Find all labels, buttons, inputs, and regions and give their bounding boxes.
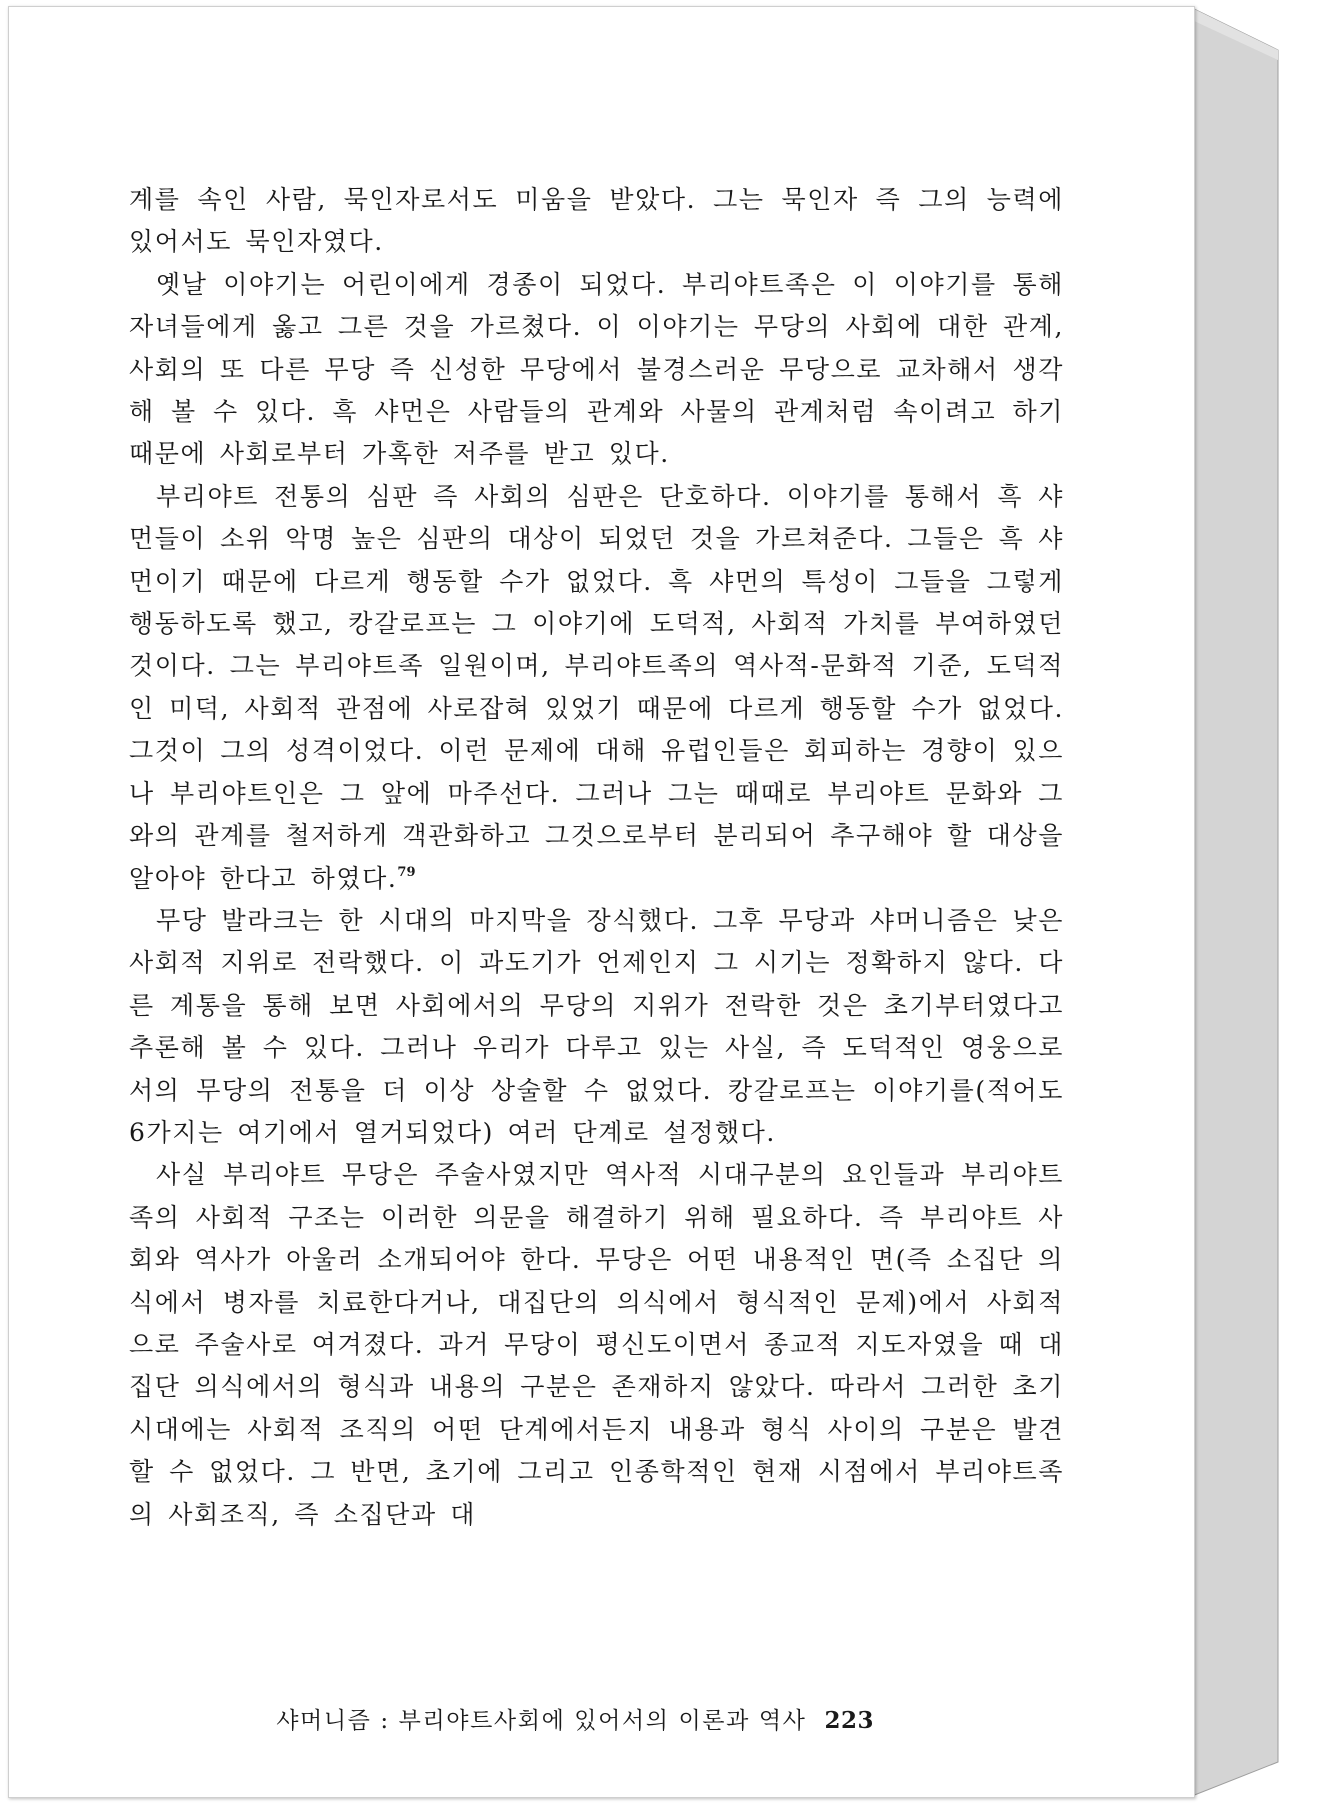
running-title: 샤머니즘 : 부리야트사회에 있어서의 이론과 역사	[276, 1708, 807, 1734]
paragraph-0: 계를 속인 사람, 묵인자로서도 미움을 받았다. 그는 묵인자 즉 그의 능력에 있어서도 묵인자였다.	[129, 185, 1064, 257]
paragraph-2-text: 부리야트 전통의 심판 즉 사회의 심판은 단호하다. 이야기를 통해서 흑 샤먼들이 소위 악명 높은 심판의 대상이 되었던 것을 가르쳐준다. 그들은 흑 샤먼이기 때문에 다르게 행동할 수가 없었다. 흑 샤먼의 특성이 그들을 그렇게 행동하도록 했고, 캉갈로프는 그 이야기에 도덕적, 사회적 가치를 부여하였던 것이다. 그는 부리야트족 일원이며, 부리야트족의 역사적-문화적 기준, 도덕적인 미덕, 사회적 관점에 사로잡혀 있었기 때문에 다르게 행동할 수가 없었다. 그것이 그의 성격이었다. 이런 문제에 대해 유럽인들은 회피하는 경향이 있으나 부리야트인은 그 앞에 마주선다. 그러나 그는 때때로 부리야트 문화와 그와의 관계를 철저하게 객관화하고 그것으로부터 분리되어 추구해야 할 대상을 알아야 한다고 하였다.	[129, 481, 1064, 893]
book-page	[8, 6, 1195, 1798]
paragraph-2	[129, 476, 1064, 900]
page-footer	[276, 1702, 874, 1735]
paragraph-4: 사실 부리야트 무당은 주술사였지만 역사적 시대구분의 요인들과 부리야트족의 사회적 구조는 이러한 의문을 해결하기 위해 필요하다. 즉 부리야트 사회와 역사가 아울러 소개되어야 한다. 무당은 어떤 내용적인 면(즉 소집단 의식에서 병자를 치료한다거나, 대집단의 의식에서 형식적인 문제)에서 사회적으로 주술사로 여겨졌다. 과거 무당이 평신도이면서 종교적 지도자였을 때 대집단 의식에서의 형식과 내용의 구분은 존재하지 않았다. 따라서 그러한 초기 시대에는 사회적 조직의 어떤 단계에서든지 내용과 형식 사이의 구분은 발견할 수 없었다. 그 반면, 초기에 그리고 인종학적인 현재 시점에서 부리야트족의 사회조직, 즉 소집단과 대	[129, 1160, 1064, 1529]
footnote-marker[interactable]: 79	[397, 864, 416, 880]
paragraph-3: 무당 발라크는 한 시대의 마지막을 장식했다. 그후 무당과 샤머니즘은 낮은 사회적 지위로 전락했다. 이 과도기가 언제인지 그 시기는 정확하지 않다. 다른 계통을 통해 보면 사회에서의 무당의 지위가 전락한 것은 초기부터였다고 추론해 볼 수 있다. 그러나 우리가 다루고 있는 사실, 즉 도덕적인 영웅으로서의 무당의 전통을 더 이상 상술할 수 없었다. 캉갈로프는 이야기를(적어도 6가지는 여기에서 열거되었다) 여러 단계로 설정했다.	[129, 905, 1064, 1147]
paragraph-1: 옛날 이야기는 어린이에게 경종이 되었다. 부리야트족은 이 이야기를 통해 자녀들에게 옳고 그른 것을 가르쳤다. 이 이야기는 무당의 사회에 대한 관계, 사회의 또 다른 무당 즉 신성한 무당에서 불경스러운 무당으로 교차해서 생각해 볼 수 있다. 흑 샤먼은 사람들의 관계와 사물의 관계처럼 속이려고 하기 때문에 사회로부터 가혹한 저주를 받고 있다.	[129, 269, 1064, 469]
page-number: 223	[824, 1707, 874, 1734]
body-text	[129, 179, 1064, 1536]
